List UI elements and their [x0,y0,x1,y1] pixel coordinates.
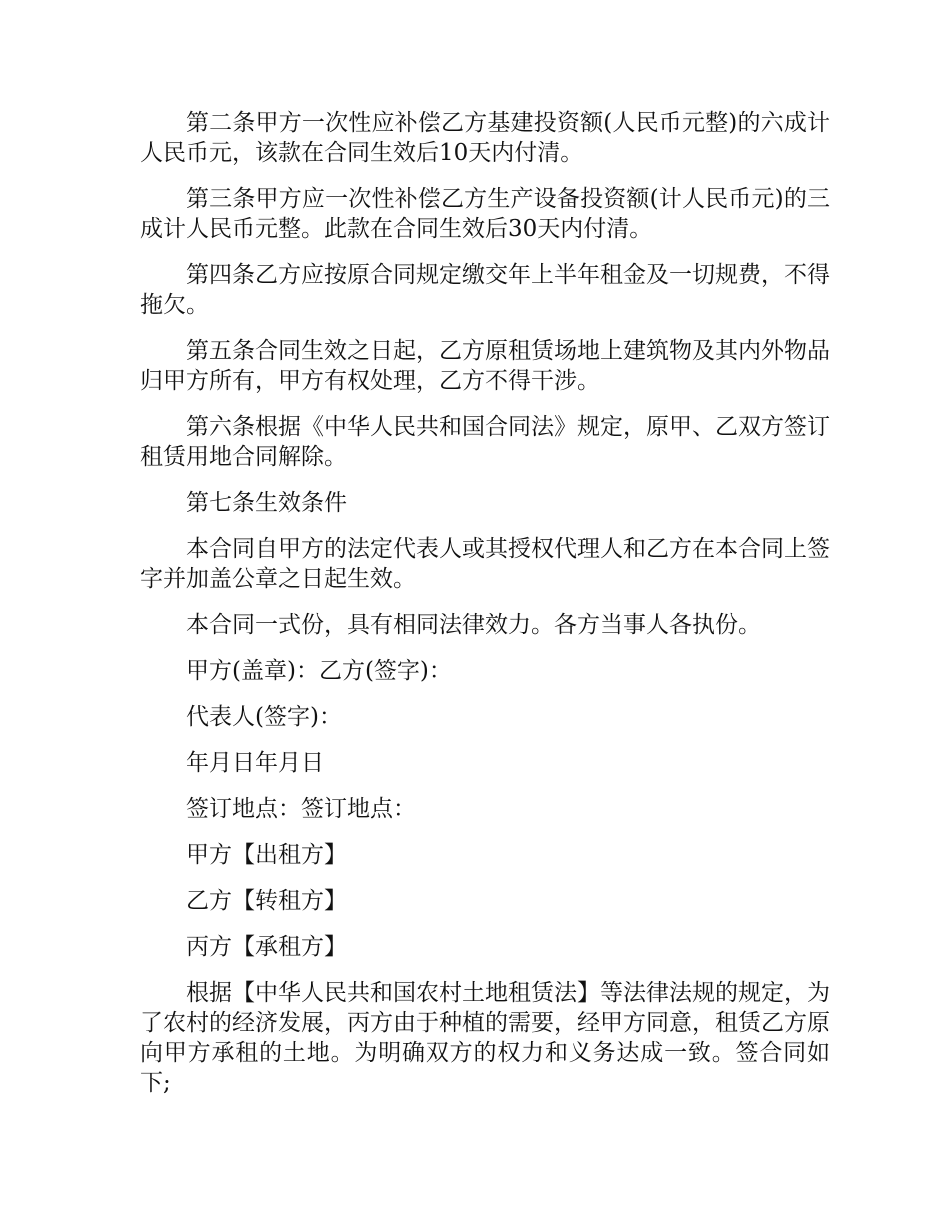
clause-5: 第五条合同生效之日起，乙方原租赁场地上建筑物及其内外物品归甲方所有，甲方有权处理，乙方不得干涉。 [140,338,830,394]
party-c-lessee: 丙方【承租方】 [186,934,347,960]
copies-statement: 本合同一式份，具有相同法律效力。各方当事人各执份。 [186,612,761,638]
party-a-lessor: 甲方【出租方】 [186,842,347,868]
signature-party-a-b: 甲方(盖章)：乙方(签字)： [186,658,452,684]
signature-representative: 代表人(签字)： [186,704,342,730]
signature-dates: 年月日年月日 [186,750,324,776]
clause-4: 第四条乙方应按原合同规定缴交年上半年租金及一切规费，不得拖欠。 [140,262,830,318]
effective-condition: 本合同自甲方的法定代表人或其授权代理人和乙方在本合同上签字并加盖公章之日起生效。 [140,536,830,592]
document-page [140,108,830,1114]
preamble: 根据【中华人民共和国农村土地租赁法】等法律法规的规定，为了农村的经济发展，丙方由于种植的需要，经甲方同意，租赁乙方原向甲方承租的土地。为明确双方的权力和义务达成一致。签合同如下; [140,980,830,1096]
clause-6: 第六条根据《中华人民共和国合同法》规定，原甲、乙双方签订租赁用地合同解除。 [140,414,830,470]
signing-location: 签订地点：签订地点： [186,796,416,822]
party-b-sublessor: 乙方【转租方】 [186,888,347,914]
clause-2: 第二条甲方一次性应补偿乙方基建投资额(人民币元整)的六成计人民币元，该款在合同生效后10天内付清。 [140,110,830,166]
clause-3: 第三条甲方应一次性补偿乙方生产设备投资额(计人民币元)的三成计人民币元整。此款在合同生效后30天内付清。 [140,186,830,242]
clause-7-heading: 第七条生效条件 [186,490,347,516]
